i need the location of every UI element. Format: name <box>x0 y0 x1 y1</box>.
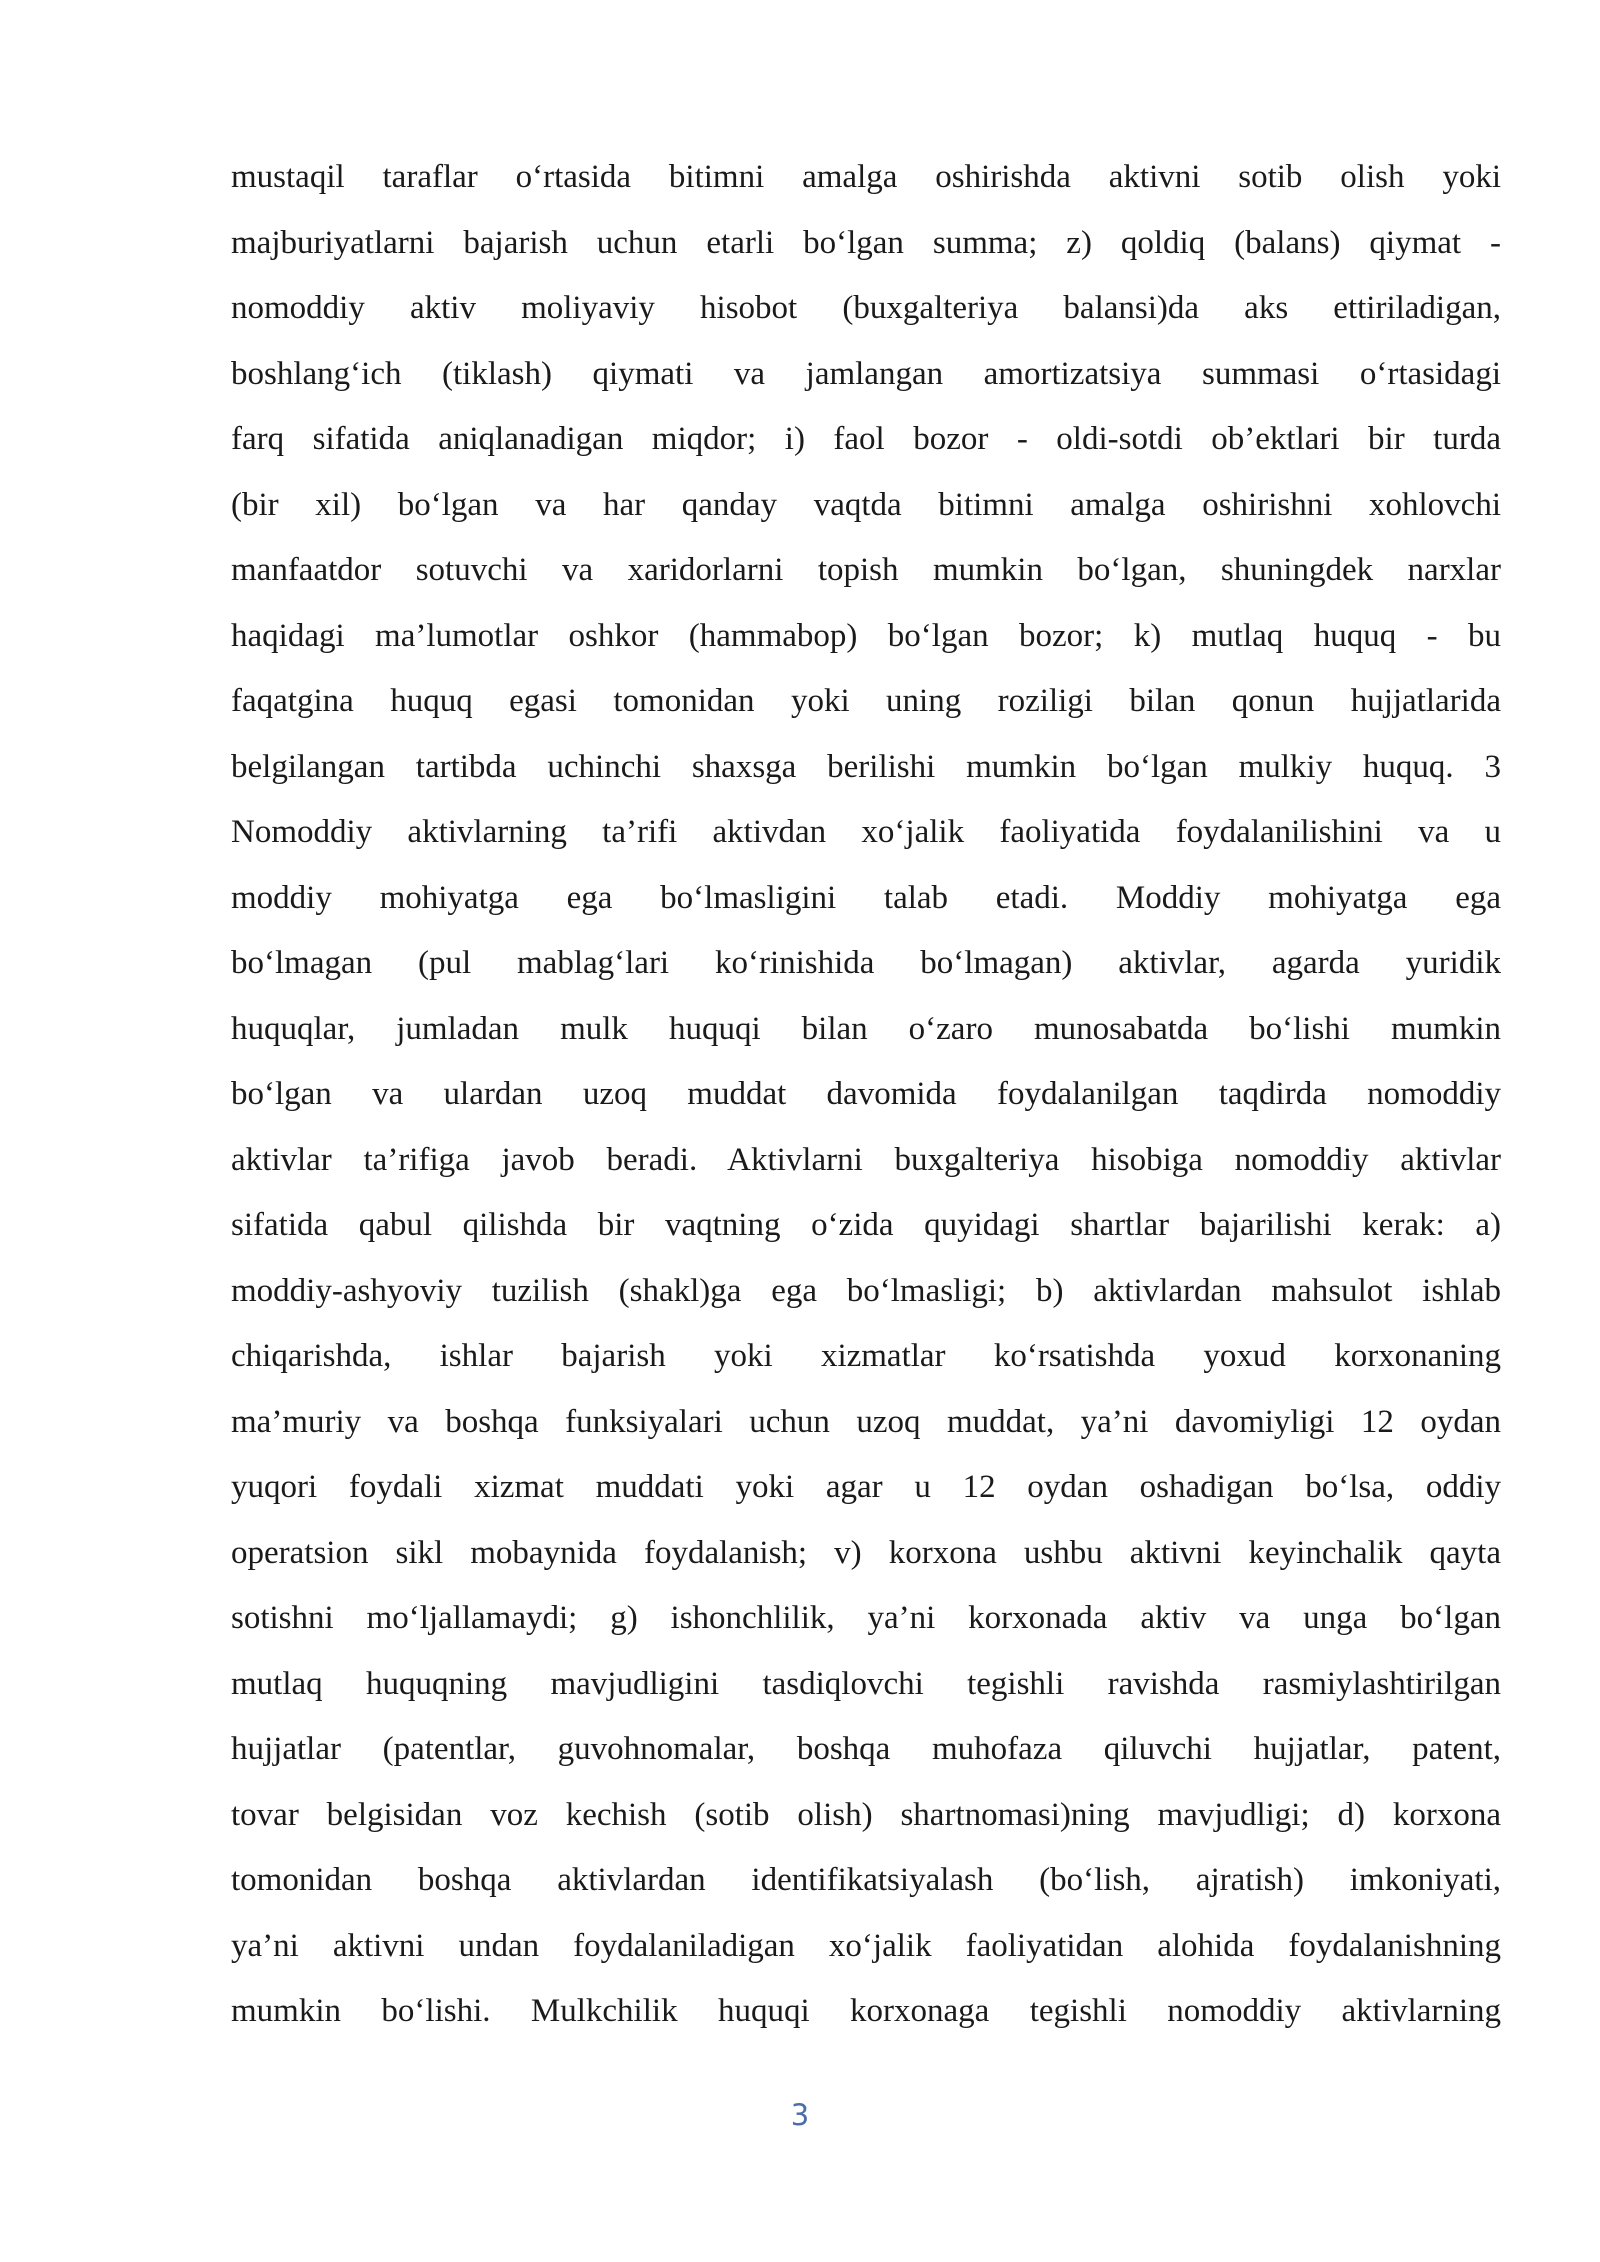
text-line: huquqlar, jumladan mulk huquqi bilan o‘zaro munosabatda bo‘lishi mumkin <box>231 1010 1501 1047</box>
text-line: sotishni mo‘ljallamaydi; g) ishonchlilik, ya’ni korxonada aktiv va unga bo‘lgan <box>231 1600 1501 1636</box>
text-line: moddiy mohiyatga ega bo‘lmasligini talab etadi. Moddiy mohiyatga ega <box>231 879 1501 916</box>
page-number: 3 <box>790 2098 810 2132</box>
text-line: aktivlar ta’rifiga javob beradi. Aktivlarni buxgalteriya hisobiga nomoddiy aktivlar <box>231 1141 1501 1178</box>
text-line: Nomoddiy aktivlarning ta’rifi aktivdan xo‘jalik faoliyatida foydalanilishini va u <box>231 814 1501 850</box>
text-line: tovar belgisidan voz kechish (sotib olish) shartnomasi)ning mavjudligi; d) korxona <box>231 1796 1501 1833</box>
text-line: sifatida qabul qilishda bir vaqtning o‘zida quyidagi shartlar bajarilishi kerak: a) <box>231 1207 1501 1243</box>
text-line: chiqarishda, ishlar bajarish yoki xizmatlar ko‘rsatishda yoxud korxonaning <box>231 1338 1501 1374</box>
text-line: manfaatdor sotuvchi va xaridorlarni topish mumkin bo‘lgan, shuningdek narxlar <box>231 552 1501 588</box>
text-line: belgilangan tartibda uchinchi shaxsga berilishi mumkin bo‘lgan mulkiy huquq. 3 <box>231 748 1501 785</box>
text-line: boshlang‘ich (tiklash) qiymati va jamlangan amortizatsiya summasi o‘rtasidagi <box>231 355 1501 392</box>
text-line: faqatgina huquq egasi tomonidan yoki uning roziligi bilan qonun hujjatlarida <box>231 683 1501 719</box>
text-line: mustaqil taraflar o‘rtasida bitimni amalga oshirishda aktivni sotib olish yoki <box>231 159 1501 195</box>
body-text <box>231 150 1501 2050</box>
text-line: bo‘lmagan (pul mablag‘lari ko‘rinishida bo‘lmagan) aktivlar, agarda yuridik <box>231 945 1501 981</box>
text-line: ya’ni aktivni undan foydalaniladigan xo‘jalik faoliyatidan alohida foydalanishning <box>231 1927 1501 1964</box>
text-line: majburiyatlarni bajarish uchun etarli bo‘lgan summa; z) qoldiq (balans) qiymat - <box>231 224 1501 261</box>
text-line: hujjatlar (patentlar, guvohnomalar, boshqa muhofaza qiluvchi hujjatlar, patent, <box>231 1731 1501 1767</box>
text-line: mumkin bo‘lishi. Mulkchilik huquqi korxonaga tegishli nomoddiy aktivlarning <box>231 1993 1501 2029</box>
text-line: yuqori foydali xizmat muddati yoki agar u 12 oydan oshadigan bo‘lsa, oddiy <box>231 1469 1501 1505</box>
text-line: tomonidan boshqa aktivlardan identifikatsiyalash (bo‘lish, ajratish) imkoniyati, <box>231 1862 1501 1898</box>
text-line: operatsion sikl mobaynida foydalanish; v) korxona ushbu aktivni keyinchalik qayta <box>231 1534 1501 1571</box>
text-line: farq sifatida aniqlanadigan miqdor; i) faol bozor - oldi-sotdi ob’ektlari bir turda <box>231 421 1501 457</box>
text-line: haqidagi ma’lumotlar oshkor (hammabop) bo‘lgan bozor; k) mutlaq huquq - bu <box>231 617 1501 654</box>
text-line: ma’muriy va boshqa funksiyalari uchun uzoq muddat, ya’ni davomiyligi 12 oydan <box>231 1403 1501 1440</box>
text-line: bo‘lgan va ulardan uzoq muddat davomida foydalanilgan taqdirda nomoddiy <box>231 1076 1501 1112</box>
text-line: nomoddiy aktiv moliyaviy hisobot (buxgalteriya balansi)da aks ettiriladigan, <box>231 290 1501 326</box>
text-line: moddiy-ashyoviy tuzilish (shakl)ga ega bo‘lmasligi; b) aktivlardan mahsulot ishlab <box>231 1272 1501 1309</box>
text-line: mutlaq huquqning mavjudligini tasdiqlovchi tegishli ravishda rasmiylashtirilgan <box>231 1665 1501 1702</box>
text-line: (bir xil) bo‘lgan va har qanday vaqtda bitimni amalga oshirishni xohlovchi <box>231 486 1501 523</box>
